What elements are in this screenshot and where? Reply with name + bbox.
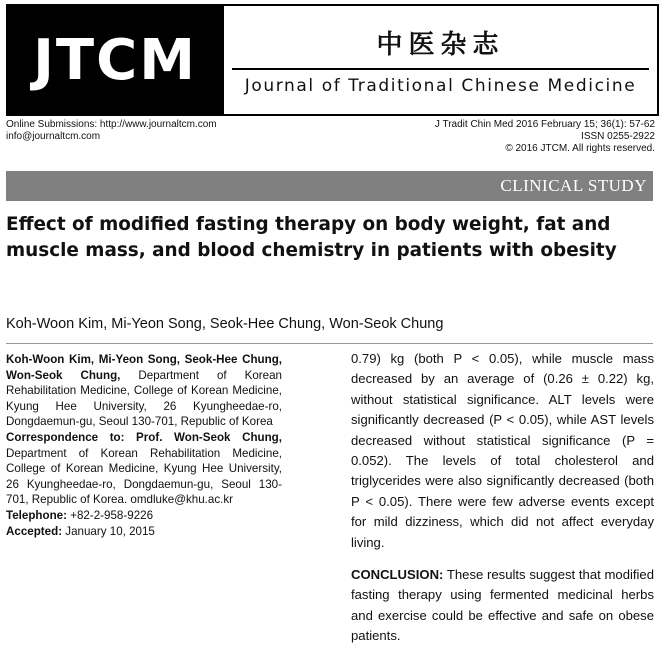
online-submissions-link[interactable]: Online Submissions: http://www.journaltcm.com [6, 119, 217, 130]
section-label: CLINICAL STUDY [500, 176, 647, 195]
correspondence [6, 430, 282, 508]
contact-email[interactable]: info@journaltcm.com [6, 131, 101, 142]
telephone-label: Telephone: [6, 508, 67, 522]
journal-title-box [224, 4, 659, 116]
abstract-column [351, 349, 654, 659]
copyright: © 2016 JTCM. All rights reserved. [505, 143, 655, 154]
chinese-journal-title: 中医杂志 [376, 30, 505, 60]
journal-name: Journal of Traditional Chinese Medicine [244, 76, 637, 96]
accepted-label: Accepted: [6, 524, 63, 538]
affiliation [6, 352, 282, 430]
accepted [6, 524, 282, 540]
title-divider [232, 68, 649, 70]
correspondence-label: Correspondence to: Prof. Won-Seok Chung, [6, 430, 282, 444]
section-bar [6, 171, 653, 201]
correspondence-text: Department of Korean Rehabilitation Medicine, College of Korean Medicine, Kyung Hee University, 26 Kyungheedae-ro, Dongdaemun-gu, Seoul 130-701, Republic of Korea. omdluke@khu.ac.kr [6, 446, 282, 507]
citation-info [435, 119, 655, 155]
telephone-value: +82-2-958-9226 [66, 508, 154, 522]
affiliation-names: Koh-Woon Kim, Mi-Yeon Song, Seok-Hee Chung, Won-Seok Chung, [6, 353, 282, 382]
accepted-value: January 10, 2015 [62, 524, 155, 538]
journal-logo: JTCM [6, 4, 224, 116]
journal-header [6, 4, 659, 116]
issn: ISSN 0255-2922 [581, 131, 655, 142]
affiliation-text: Department of Korean Rehabilitation Medicine, College of Korean Medicine, Kyung Hee University, 26 Kyungheedae-ro, Dongdaemun-gu, Seoul 130-701, Republic of Korea [6, 368, 282, 429]
citation: J Tradit Chin Med 2016 February 15; 36(1): 57-62 [434, 119, 655, 130]
telephone [6, 508, 282, 524]
results-continued: 0.79) kg (both P < 0.05), while muscle mass decreased by an average of (0.26 ± 0.22) kg, without statistical significance. ALT levels were significantly decreased (P < 0.05), while AST levels decreased without statistical significance (P = 0.052). The levels of total cholesterol and triglycerides were also significantly decreased (both P < 0.05). There were few adverse events except for mild dizziness, which did not affect everyday living. [351, 351, 654, 550]
conclusion-text: These results suggest that modified fasting therapy using fermented medicinal herbs and exercise could be effective and safe on obese patients. [351, 567, 654, 644]
article-title: Effect of modified fasting therapy on body weight, fat and muscle mass, and blood chemistry in patients with obesity [6, 214, 617, 261]
author-list: Koh-Woon Kim, Mi-Yeon Song, Seok-Hee Chung, Won-Seok Chung [6, 316, 444, 332]
submission-info [6, 119, 217, 143]
author-info-column [6, 352, 282, 539]
author-divider [6, 343, 653, 344]
conclusion-label: CONCLUSION: [351, 567, 444, 583]
